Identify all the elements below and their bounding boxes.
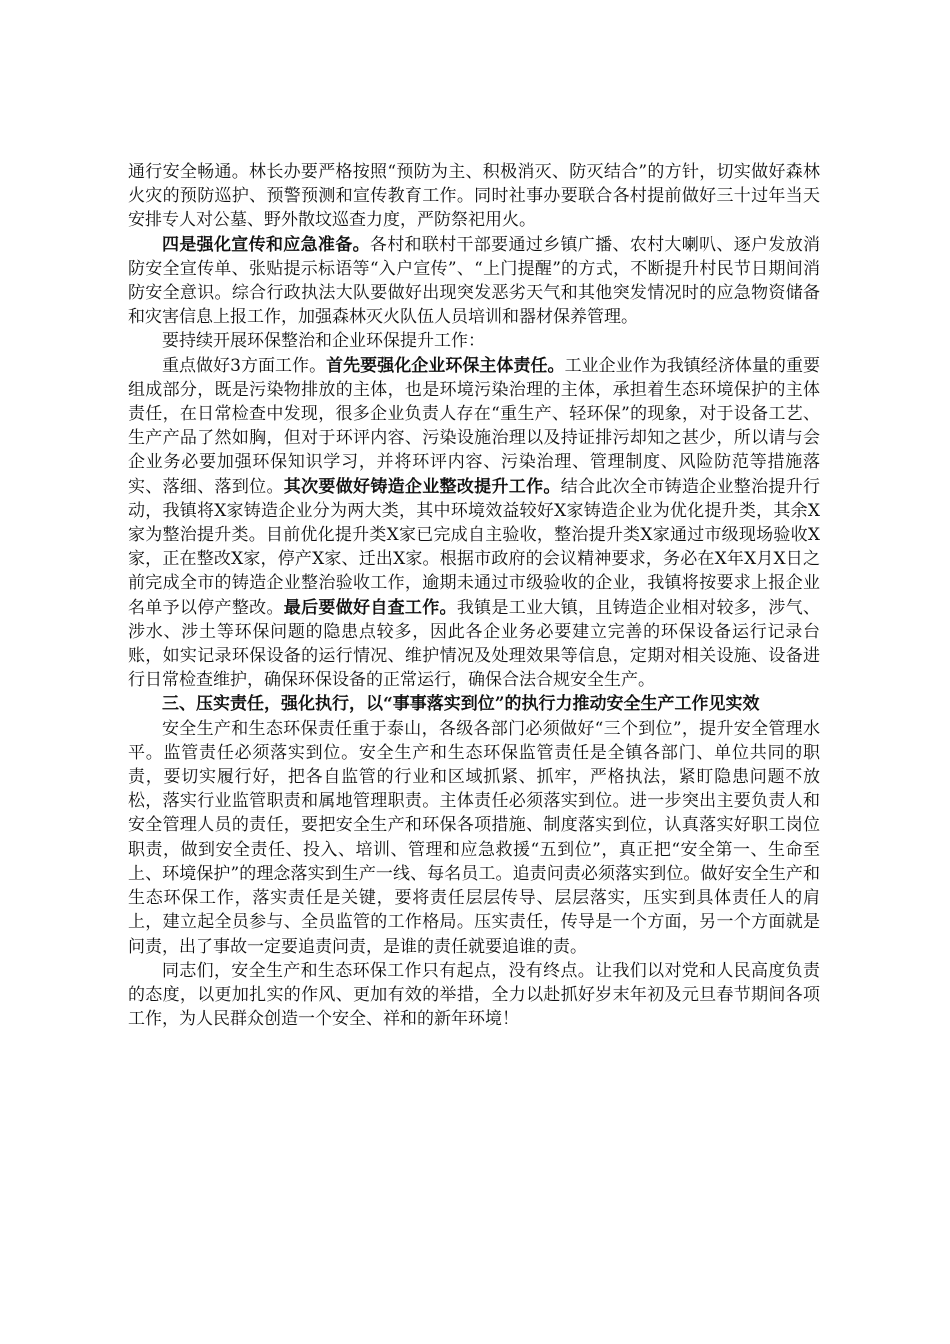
document-page: [128, 160, 820, 1031]
env-first-title: 首先要强化企业环保主体责任。: [326, 355, 565, 376]
env-last-title: 最后要做好自查工作。: [283, 597, 457, 618]
paragraph-publicity: [128, 233, 820, 330]
paragraph-forest-fire: 通行安全畅通。林长办要严格按照“预防为主、积极消灭、防灭结合”的方针，切实做好森林火灾的预防巡护、预警预测和宣传教育工作。同时社事办要联合各村提前做好三十过年当天安排专人对公墓、野外散坟巡查力度，严防祭祀用火。: [128, 162, 820, 231]
point-four-title: 四是强化宣传和应急准备。: [162, 234, 370, 255]
env-last-body: 我镇是工业大镇，且铸造企业相对较多，涉气、涉水、涉土等环保问题的隐患点较多，因此各企业务必要建立完善的环保设备运行记录台账，如实记录环保设备的运行情况、维护情况及处理效果等信息，定期对相关设施、设备进行日常检查维护，确保环保设备的正常运行，确保合法合规安全生产。: [128, 597, 821, 691]
paragraph-responsibility: 安全生产和生态环保责任重于泰山，各级各部门必须做好“三个到位”，提升安全管理水平。监管责任必须落实到位。安全生产和生态环保监管责任是全镇各部门、单位共同的职责，要切实履行好，把各自监管的行业和区域抓紧、抓牢，严格执法，紧盯隐患问题不放松，落实行业监管职责和属地管理职责。主体责任必须落实到位。进一步突出主要负责人和安全管理人员的责任，要把安全生产和环保各项措施、制度落实到位，认真落实好职工岗位职责，做到安全责任、投入、培训、管理和应急救援“五到位”，真正把“安全第一、生命至上、环境保护”的理念落实到生产一线、每名员工。追责问责必须落实到位。做好安全生产和生态环保工作，落实责任是关键，要将责任层层传导、层层落实，压实到具体责任人的肩上，建立起全员参与、全员监管的工作格局。压实责任，传导是一个方面，另一个方面就是问责，出了事故一定要追责问责，是谁的责任就要追谁的责。: [128, 718, 820, 957]
paragraph-closing: 同志们，安全生产和生态环保工作只有起点，没有终点。让我们以对党和人民高度负责的态度，以更加扎实的作风、更加有效的举措，全力以赴抓好岁末年初及元旦春节期间各项工作，为人民群众创造一个安全、祥和的新年环境！: [128, 960, 820, 1030]
point-four-body: 各村和联村干部要通过乡镇广播、农村大喇叭、逐户发放消防安全宣传单、张贴提示标语等“入户宣传”、“上门提醒”的方式，不断提升村民节日期间消防安全意识。综合行政执法大队要做好出现突发恶劣天气和其他突发情况时的应急物资储备和灾害信息上报工作，加强森林灭火队伍人员培训和器材保养管理。: [128, 234, 821, 328]
env-second-body: 结合此次全市铸造企业整治提升行动，我镇将X家铸造企业分为两大类，其中环境效益较好X家铸造企业为优化提升类，其余X家为整治提升类。目前优化提升类X家已完成自主验收，整治提升类X家通过市级现场验收X家，正在整改X家，停产X家、迁出X家。根据市政府的会议精神要求，务必在X年X月X日之前完成全市的铸造企业整治验收工作，逾期未通过市级验收的企业，我镇将按要求上报企业名单予以停产整改。: [128, 476, 821, 618]
section-three-heading: 三、压实责任，强化执行，以“事事落实到位”的执行力推动安全生产工作见实效: [162, 694, 760, 715]
paragraph-env-work: [128, 354, 820, 693]
env-work-lead: 重点做好3方面工作。: [162, 355, 327, 376]
paragraph-env-intro: 要持续开展环保整治和企业环保提升工作：: [162, 331, 485, 352]
env-first-body: 工业企业作为我镇经济体量的重要组成部分，既是污染物排放的主体，也是环境污染治理的主体，承担着生态环境保护的主体责任，在日常检查中发现，很多企业负责人存在“重生产、轻环保”的现象，对于设备工艺、生产产品了然如胸，但对于环评内容、污染设施治理以及持证排污却知之甚少，所以请与会企业务必要加强环保知识学习，并将环评内容、污染治理、管理制度、风险防范等措施落实、落细、落到位。: [128, 355, 820, 497]
env-second-title: 其次要做好铸造企业整改提升工作。: [283, 476, 561, 497]
